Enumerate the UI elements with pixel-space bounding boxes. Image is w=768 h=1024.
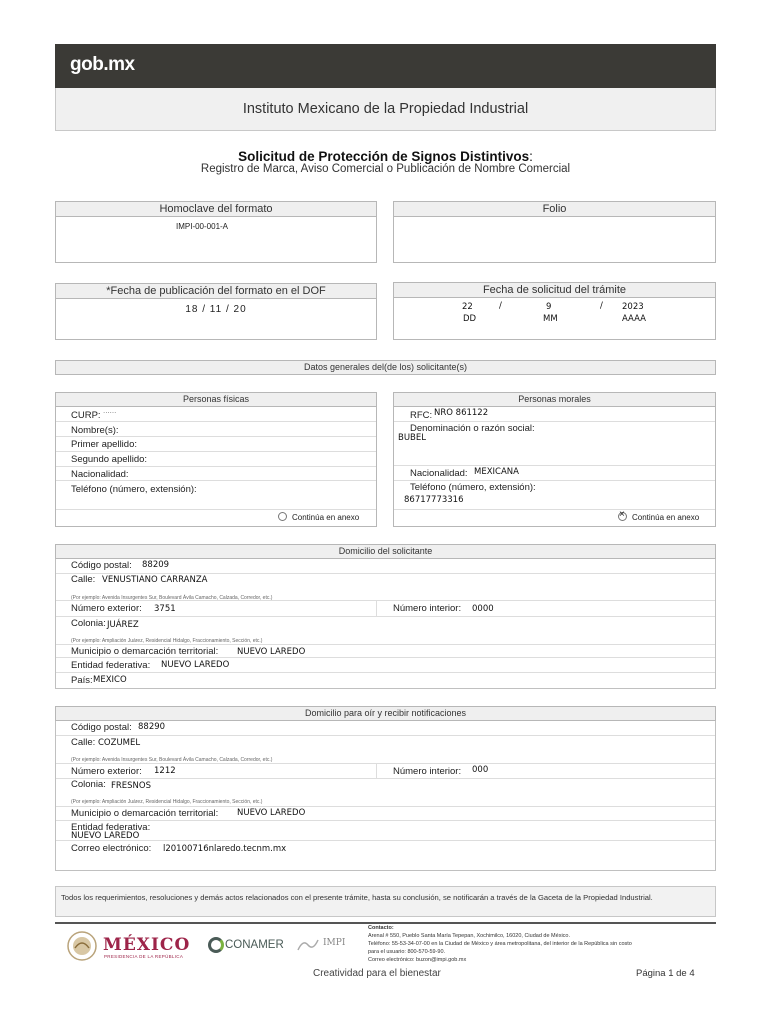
dn-calle-label: Calle:	[71, 737, 96, 748]
notificacion-note: Todos los requerimientos, resoluciones y demás actos relacionados con el presente trámite, hasta su conclusión, se notificarán a través de la Gaceta de la Propiedad Industrial.	[55, 886, 716, 917]
dn-colonia-value[interactable]: FRESNOS	[111, 781, 152, 791]
dn-num-int-label: Número interior:	[393, 766, 462, 777]
dn-correo-value[interactable]: l20100716nlaredo.tecnm.mx	[163, 844, 287, 854]
conamer-logo-text: CONAMER	[225, 939, 284, 951]
dn-num-ext-value[interactable]: 1212	[154, 766, 176, 776]
telefono-moral-value[interactable]: 86717773316	[404, 495, 464, 505]
rfc-value[interactable]: NRO 861122	[434, 408, 489, 418]
dn-num-int-value[interactable]: 000	[472, 765, 489, 775]
ds-num-int-value[interactable]: 0000	[472, 604, 494, 614]
ds-entidad-value[interactable]: NUEVO LAREDO	[161, 660, 230, 670]
ds-colonia-value[interactable]: JUÁREZ	[107, 620, 139, 630]
contacto-address: Arenal # 550, Pueblo Santa María Tepepan, Xochimilco, 16020, Ciudad de México.	[368, 933, 570, 939]
dn-cp-label: Código postal:	[71, 722, 132, 733]
dn-entidad-value[interactable]: NUEVO LAREDO	[71, 831, 140, 841]
page-number: Página 1 de 4	[636, 968, 695, 979]
personas-morales-box	[393, 392, 716, 527]
fecha-sep-2: /	[600, 301, 603, 311]
ds-colonia-label: Colonia:	[71, 618, 106, 629]
dn-correo-label: Correo electrónico:	[71, 843, 152, 854]
curp-label: CURP:	[71, 410, 101, 421]
institution-title: Instituto Mexicano de la Propiedad Industrial	[55, 88, 716, 131]
homoclave-value: IMPI-00-001-A	[176, 222, 229, 231]
ds-calle-value[interactable]: VENUSTIANO CARRANZA	[102, 575, 208, 585]
fecha-sep-1: /	[499, 301, 502, 311]
contacto-phone-2: para el usuario: 800-570-59-90.	[368, 949, 446, 955]
radio-icon[interactable]	[278, 512, 287, 521]
contacto-title: Contacto:	[368, 925, 394, 931]
dn-municipio-label: Municipio o demarcación territorial:	[71, 808, 219, 819]
dn-cp-value[interactable]: 88290	[138, 722, 166, 732]
ds-entidad-label: Entidad federativa:	[71, 660, 151, 671]
contacto-block	[368, 924, 632, 964]
form-subtitle: Registro de Marca, Aviso Comercial o Publicación de Nombre Comercial	[200, 163, 571, 175]
contacto-email: Correo electrónico: buzon@impi.gob.mx	[368, 957, 467, 963]
telefono-moral-label: Teléfono (número, extensión):	[410, 482, 536, 493]
homoclave-label: Homoclave del formato	[56, 202, 376, 217]
contacto-phone: Teléfono: 55-53-34-07-00 en la Ciudad de México y área metropolitana, del interior de la República sin costo	[368, 941, 632, 947]
continua-anexo-fisicas[interactable]: Continúa en anexo	[278, 513, 359, 522]
continua-anexo-morales[interactable]: ×Continúa en anexo	[618, 513, 699, 522]
escudo-nacional-icon	[64, 930, 100, 962]
personas-fisicas-header: Personas físicas	[56, 393, 376, 407]
dn-calle-hint: (Por ejemplo: Avenida Insurgentes Sur, Boulevard Ávila Camacho, Calzada, Corredor, etc.)	[71, 757, 273, 763]
personas-morales-header: Personas morales	[394, 393, 715, 407]
fecha-dof-value: 18 / 11 / 20	[185, 304, 247, 315]
conamer-logo-icon	[208, 937, 224, 953]
impi-logo-text: IMPI	[323, 938, 346, 948]
gob-header-bar	[55, 44, 716, 88]
ds-calle-hint: (Por ejemplo: Avenida Insurgentes Sur, Boulevard Ávila Camacho, Calzada, Corredor, etc.)	[71, 595, 273, 601]
dn-num-ext-label: Número exterior:	[71, 766, 142, 777]
fecha-day-label: DD	[463, 314, 477, 324]
primer-apellido-label: Primer apellido:	[71, 439, 137, 450]
datos-generales-header: Datos generales del(de los) solicitante(s)	[55, 360, 716, 375]
ds-pais-value[interactable]: MEXICO	[93, 675, 127, 685]
fecha-solicitud-box	[393, 282, 716, 340]
ds-colonia-hint: (Por ejemplo: Ampliación Juárez, Residencial Hidalgo, Fraccionamiento, Sección, etc.)	[71, 638, 263, 644]
homoclave-box	[55, 201, 377, 263]
domicilio-solicitante-box	[55, 559, 716, 689]
ds-cp-label: Código postal:	[71, 560, 132, 571]
dn-colonia-hint: (Por ejemplo: Ampliación Juárez, Residencial Hidalgo, Fraccionamiento, Sección, etc.)	[71, 799, 263, 805]
denominacion-value[interactable]: BUBEL	[398, 433, 426, 443]
ds-pais-label: País:	[71, 675, 93, 686]
ds-num-ext-value[interactable]: 3751	[154, 604, 176, 614]
nacionalidad-moral-label: Nacionalidad:	[410, 468, 468, 479]
rfc-label: RFC:	[410, 410, 433, 421]
folio-label: Folio	[394, 202, 715, 217]
ds-calle-label: Calle:	[71, 574, 96, 585]
ds-num-int-label: Número interior:	[393, 603, 462, 614]
mexico-logo-text: MÉXICO	[103, 935, 191, 955]
ds-municipio-value[interactable]: NUEVO LAREDO	[237, 647, 306, 657]
form-title: Solicitud de Protección de Signos Distintivos:	[238, 149, 533, 164]
nacionalidad-moral-value[interactable]: MEXICANA	[474, 467, 519, 477]
folio-box	[393, 201, 716, 263]
fecha-dof-label: *Fecha de publicación del formato en el DOF	[56, 284, 376, 299]
nombre-label: Nombre(s):	[71, 425, 119, 436]
nacionalidad-fisica-label: Nacionalidad:	[71, 469, 129, 480]
gob-mx-logo: gob.mx	[70, 54, 135, 75]
mexico-logo-subtext: PRESIDENCIA DE LA REPÚBLICA	[104, 954, 184, 959]
denominacion-label: Denominación o razón social:	[410, 423, 535, 434]
folio-value[interactable]	[394, 217, 715, 262]
ds-num-ext-label: Número exterior:	[71, 603, 142, 614]
telefono-fisica-label: Teléfono (número, extensión):	[71, 484, 197, 495]
domicilio-solicitante-header: Domicilio del solicitante	[55, 544, 716, 559]
dn-entidad-label: Entidad federativa:	[71, 822, 151, 833]
dn-municipio-value[interactable]: NUEVO LAREDO	[237, 808, 306, 818]
fecha-month[interactable]: 9	[546, 302, 552, 312]
ds-municipio-label: Municipio o demarcación territorial:	[71, 646, 219, 657]
dn-colonia-label: Colonia:	[71, 779, 106, 790]
domicilio-notificaciones-box	[55, 721, 716, 871]
fecha-year[interactable]: 2023	[622, 302, 644, 312]
impi-logo-icon	[297, 938, 319, 952]
personas-fisicas-box	[55, 392, 377, 527]
dn-calle-value[interactable]: COZUMEL	[98, 738, 141, 748]
footer-slogan: Creatividad para el bienestar	[313, 968, 441, 979]
curp-value[interactable]: ······	[103, 409, 117, 417]
domicilio-notificaciones-header: Domicilio para oír y recibir notificaciones	[55, 706, 716, 721]
segundo-apellido-label: Segundo apellido:	[71, 454, 148, 465]
fecha-dof-box	[55, 283, 377, 340]
ds-cp-value[interactable]: 88209	[142, 560, 170, 570]
fecha-month-label: MM	[543, 314, 558, 324]
radio-checked-icon[interactable]	[618, 512, 627, 521]
fecha-solicitud-label: Fecha de solicitud del trámite	[394, 283, 715, 298]
fecha-year-label: AAAA	[622, 314, 646, 324]
fecha-day[interactable]: 22	[462, 302, 473, 312]
